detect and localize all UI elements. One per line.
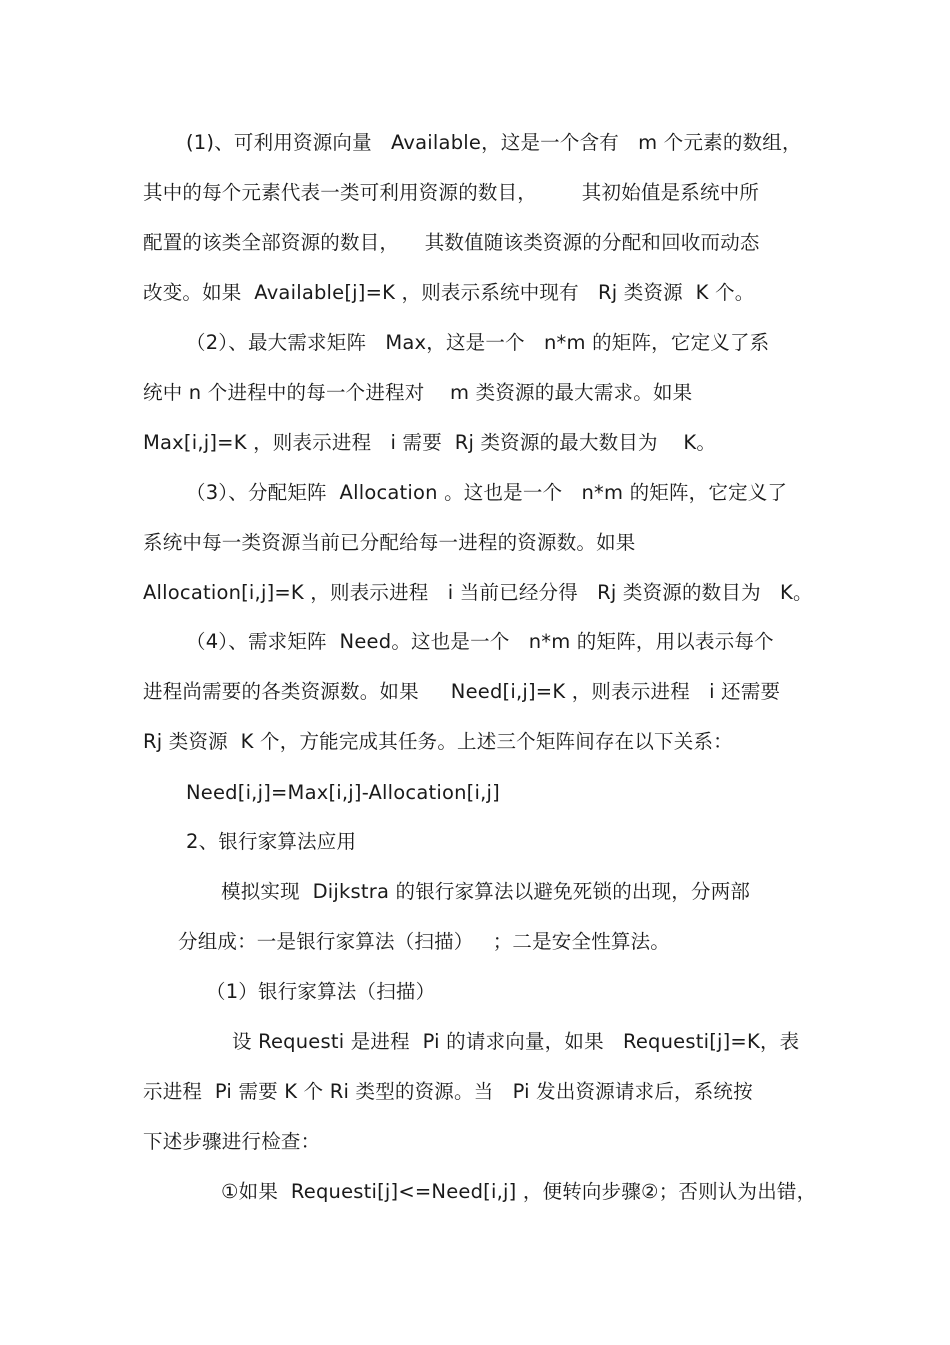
text-line: 配置的该类全部资源的数目， 其数值随该类资源的分配和回收而动态 [143,231,760,254]
text-line: 统中 n 个进程中的每一个进程对 m 类资源的最大需求。如果 [143,381,693,404]
text-line: Allocation[i,j]=K ，则表示进程 i 当前已经分得 Rj 类资源的数目为 K。 [143,581,813,604]
formula-line: Need[i,j]=Max[i,j]-Allocation[i,j] [186,781,500,804]
text-line: 下述步骤进行检查： [143,1130,321,1153]
text-line: 示进程 Pi 需要 K 个 Ri 类型的资源。当 Pi 发出资源请求后，系统按 [143,1080,753,1103]
text-line: （2）、最大需求矩阵 Max，这是一个 n*m 的矩阵，它定义了系 [186,331,770,354]
text-line: Rj 类资源 K 个，方能完成其任务。上述三个矩阵间存在以下关系： [143,730,733,753]
text-line: 进程尚需要的各类资源数。如果 Need[i,j]=K ，则表示进程 i 还需要 [143,680,781,703]
text-line: ①如果 Requesti[j]<=Need[i,j] ，便转向步骤②；否则认为出错， [221,1180,817,1203]
text-line: （4）、需求矩阵 Need。这也是一个 n*m 的矩阵，用以表示每个 [186,630,774,653]
text-line: 设 Requesti 是进程 Pi 的请求向量，如果 Requesti[j]=K，表 [232,1030,800,1053]
subsection-heading: （1）银行家算法（扫描） [206,980,436,1003]
text-line: 改变。如果 Available[j]=K ，则表示系统中现有 Rj 类资源 K 个。 [143,281,755,304]
text-line: 模拟实现 Dijkstra 的银行家算法以避免死锁的出现，分两部 [221,880,751,903]
text-line: Max[i,j]=K ，则表示进程 i 需要 Rj 类资源的最大数目为 K。 [143,431,717,454]
section-heading: 2、银行家算法应用 [186,830,357,853]
text-line: （3）、分配矩阵 Allocation 。这也是一个 n*m 的矩阵，它定义了 [186,481,788,504]
text-line: 其中的每个元素代表一类可利用资源的数目， 其初始值是系统中所 [143,181,760,204]
text-line: 分组成：一是银行家算法（扫描） ；二是安全性算法。 [178,930,670,953]
text-line: 系统中每一类资源当前已分配给每一进程的资源数。如果 [143,531,636,554]
text-line: (1)、可利用资源向量 Available，这是一个含有 m 个元素的数组， [186,131,802,154]
